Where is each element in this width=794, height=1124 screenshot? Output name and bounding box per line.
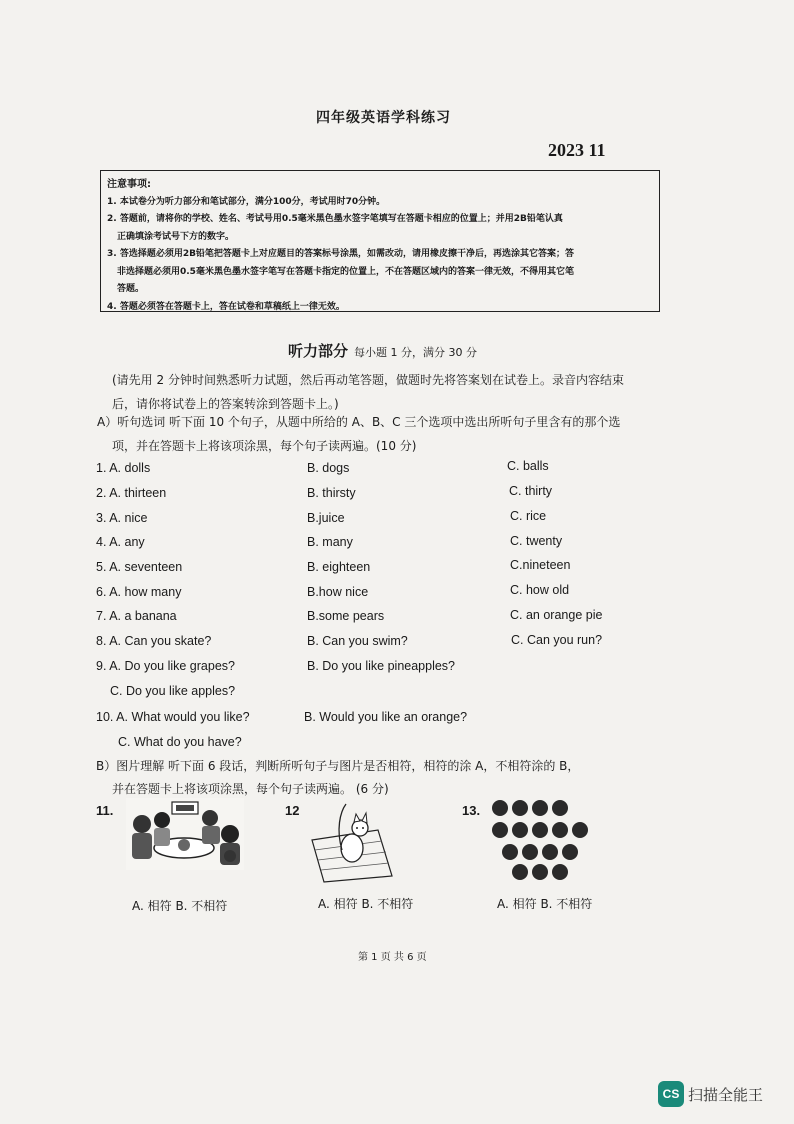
question-option: 1. A. dolls	[96, 461, 151, 475]
question-option: C. Can you run?	[511, 633, 603, 647]
notice-item: 2. 答题前，请将你的学校、姓名、考试号用0.5毫米黑色墨水签字笔填写在答题卡相应的位置上；并用2B铅笔认真	[107, 214, 563, 224]
picture-number: 11.	[96, 803, 114, 818]
question-option: 5. A. seventeen	[96, 560, 183, 574]
question-option: C. Do you like apples?	[110, 684, 236, 698]
notice-item: 答题。	[117, 284, 145, 294]
question-option: B. thirsty	[307, 486, 356, 500]
listening-score: 每小题 1 分，满分 30 分	[354, 346, 477, 359]
question-option: C. rice	[510, 509, 547, 523]
listening-section-title	[288, 340, 477, 361]
question-option: 4. A. any	[96, 535, 145, 549]
question-option: C. how old	[510, 583, 570, 597]
question-option: 7. A. a banana	[96, 609, 177, 623]
part-b-instruction: B）图片理解 听下面 6 段话，判断所听句子与图片是否相符，相符的涂 A，不相符涂的 B，	[96, 759, 580, 773]
camscanner-logo-icon: CS	[658, 1081, 684, 1107]
question-option: B. Would you like an orange?	[304, 710, 468, 724]
exam-title: 四年级英语学科练习	[316, 110, 451, 126]
question-option: B. dogs	[307, 461, 350, 475]
question-option: C. thirty	[509, 484, 553, 498]
picture-answer-options: A. 相符 B. 不相符	[318, 897, 414, 911]
question-option: B. Can you swim?	[307, 634, 408, 648]
question-option: 8. A. Can you skate?	[96, 634, 212, 648]
notice-item: 3. 答选择题必须用2B铅笔把答题卡上对应题目的答案标号涂黑，如需改动，请用橡皮擦干净后，再选涂其它答案；答	[107, 249, 574, 259]
notice-item: 正确填涂考试号下方的数字。	[117, 231, 235, 242]
question-option: C. an orange pie	[510, 608, 603, 622]
question-option: B. eighteen	[307, 560, 371, 574]
family-dinner-picture	[126, 798, 244, 870]
question-option: 9. A. Do you like grapes?	[96, 659, 235, 673]
page-number: 第 1 页 共 6 页	[358, 952, 427, 963]
cat-on-mat-picture	[304, 800, 400, 884]
notice-box	[100, 170, 660, 312]
instructions-line: (请先用 2 分钟时间熟悉听力试题，然后再动笔答题，做题时先将答案划在试卷上。录音内容结束	[112, 373, 624, 387]
question-option: B.how nice	[307, 585, 369, 599]
question-option: 6. A. how many	[96, 585, 182, 599]
notice-item: 4. 答题必须答在答题卡上，答在试卷和草稿纸上一律无效。	[107, 301, 345, 312]
picture-number: 13.	[462, 803, 481, 818]
question-option: C. balls	[507, 459, 549, 473]
scanner-badge	[658, 1081, 763, 1107]
picture-number: 12	[285, 803, 300, 818]
part-a-instruction: A）听句选词 听下面 10 个句子，从题中所给的 A、B、C 三个选项中选出所听句子里含有的那个选	[97, 415, 621, 429]
question-option: 2. A. thirteen	[96, 486, 167, 500]
picture-answer-options: A. 相符 B. 不相符	[497, 897, 593, 911]
notice-heading: 注意事项:	[107, 179, 151, 190]
apples-picture	[488, 798, 594, 884]
question-option: 3. A. nice	[96, 511, 148, 525]
question-option: B.juice	[307, 511, 345, 525]
question-option: 10. A. What would you like?	[96, 710, 250, 724]
question-option: B. Do you like pineapples?	[307, 659, 456, 673]
picture-answer-options: A. 相符 B. 不相符	[132, 899, 228, 913]
part-a-instruction: 项，并在答题卡上将该项涂黑，每个句子读两遍。(10 分)	[112, 439, 417, 453]
scanner-brand: 扫描全能王	[688, 1085, 764, 1104]
question-option: B. many	[307, 535, 353, 549]
part-b-instruction: 并在答题卡上将该项涂黑，每个句子读两遍。 (6 分)	[112, 782, 389, 796]
question-option: C. What do you have?	[118, 735, 242, 749]
question-option: B.some pears	[307, 609, 385, 623]
question-option: C. twenty	[510, 534, 563, 548]
notice-item: 非选择题必须用0.5毫米黑色墨水签字笔写在答题卡指定的位置上，不在答题区域内的答案一律无效，不得用其它笔	[117, 266, 574, 277]
listening-title: 听力部分	[288, 342, 349, 360]
notice-item: 1. 本试卷分为听力部分和笔试部分，满分100分，考试用时70分钟。	[107, 196, 386, 207]
instructions-line: 后，请你将试卷上的答案转涂到答题卡上。)	[112, 397, 339, 411]
exam-date: 2023 11	[548, 140, 606, 160]
question-option: C.nineteen	[510, 558, 571, 572]
